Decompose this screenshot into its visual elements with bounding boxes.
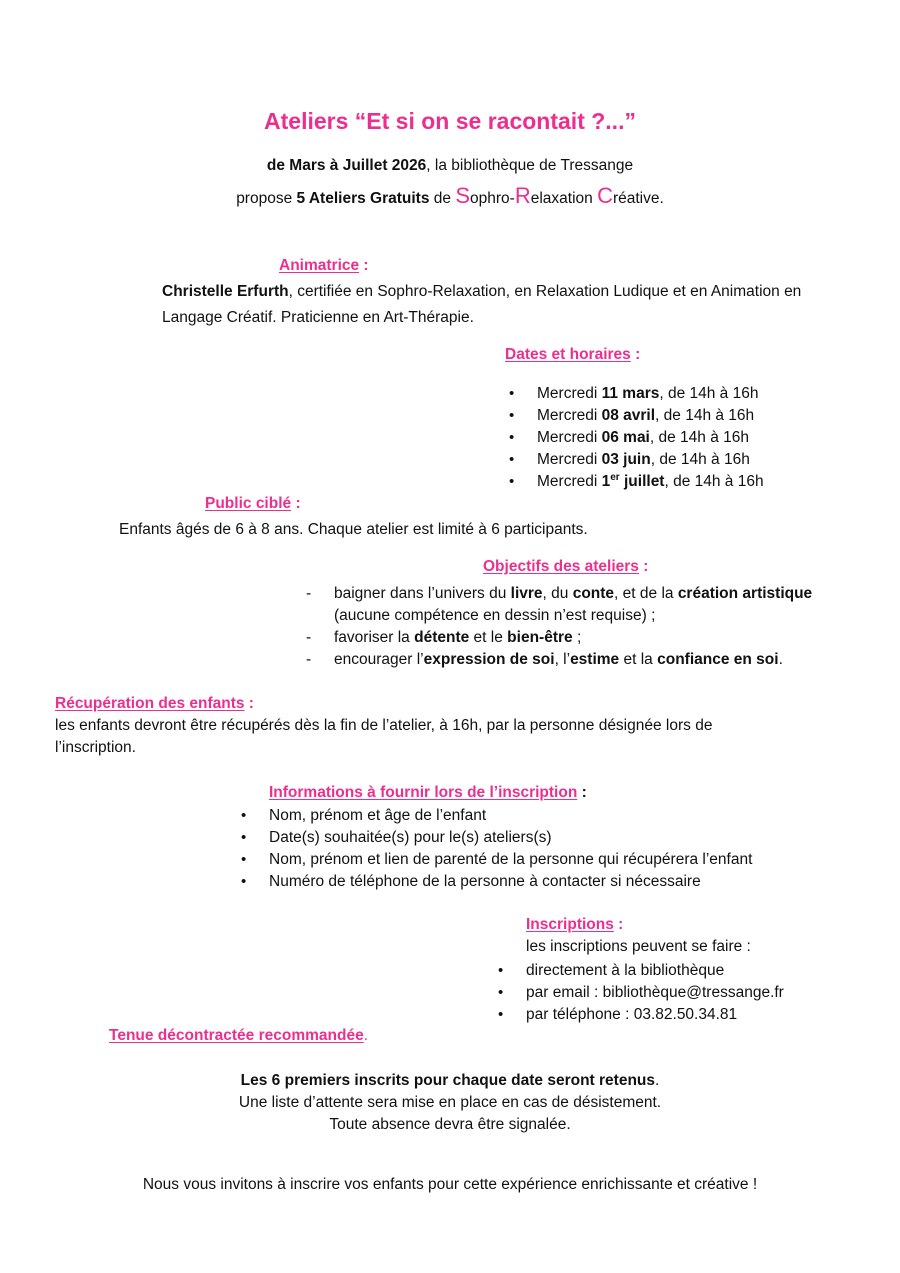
keyword: création artistique: [677, 585, 813, 602]
recuperation-line-1: les enfants devront être récupérés dès la fin de l’atelier, à 16h, par la personne désignée lors de: [55, 717, 713, 734]
animatrice-credentials: , certifiée en Sophro-Relaxation, en Relaxation Ludique et en Animation en: [288, 283, 802, 300]
list-item: [306, 627, 812, 649]
recuperation-heading: [55, 695, 254, 713]
closing-bold: Les 6 premiers inscrits pour chaque date seront retenus: [240, 1072, 656, 1089]
animatrice-heading: [279, 257, 369, 275]
letter-c: C: [597, 183, 613, 208]
tenue-note: [109, 1027, 368, 1045]
recuperation-line-2: l’inscription.: [55, 739, 136, 756]
phone-text: par téléphone : 03.82.50.34.81: [526, 1006, 738, 1023]
time-range: , de 14h à 16h: [655, 407, 755, 424]
animatrice-line-2: Langage Créatif. Praticienne en Art-Thérapie.: [162, 309, 474, 326]
bullet-icon: •: [241, 873, 247, 890]
keyword: expression de soi: [423, 651, 555, 668]
objectifs-label: Objectifs des ateliers: [483, 558, 639, 575]
text: baigner dans l’univers du: [334, 585, 511, 602]
email-text: par email : bibliothèque@tressange.fr: [526, 984, 784, 1001]
tenue-period: .: [363, 1027, 369, 1044]
list-item: [498, 960, 784, 982]
text: , l’: [554, 651, 571, 668]
text: (aucune compétence en dessin n’est requise) ;: [334, 607, 656, 624]
date-value: 03 juin: [601, 451, 651, 468]
informations-colon: :: [577, 784, 587, 801]
list-item: [509, 427, 764, 449]
letter-r: R: [514, 183, 531, 208]
text: Date(s) souhaitée(s) pour le(s) ateliers(s): [269, 829, 552, 846]
text: et la: [619, 651, 658, 668]
period-text: de Mars à Juillet 2026: [266, 157, 427, 174]
text: encourager l’: [334, 651, 424, 668]
tenue-text: Tenue décontractée recommandée: [109, 1027, 364, 1044]
objectifs-colon: :: [638, 558, 649, 575]
bullet-icon: •: [509, 407, 515, 424]
public-text: Enfants âgés de 6 à 8 ans. Chaque atelier est limité à 6 participants.: [119, 521, 588, 538]
dates-label: Dates et horaires: [505, 346, 631, 363]
dash-icon: -: [306, 629, 312, 646]
text: , du: [542, 585, 573, 602]
bullet-icon: •: [241, 807, 247, 824]
date-value: 08 avril: [601, 407, 656, 424]
list-item: [306, 649, 812, 671]
bullet-icon: •: [509, 473, 515, 490]
date-value: 06 mai: [601, 429, 650, 446]
bullet-icon: •: [498, 962, 504, 979]
intro-line-2: [0, 183, 900, 209]
objectifs-heading: [483, 558, 648, 576]
bullet-icon: •: [509, 451, 515, 468]
propose-text: propose: [236, 190, 297, 207]
animatrice-label: Animatrice: [279, 257, 360, 274]
bullet-icon: •: [509, 385, 515, 402]
closing-period: .: [655, 1072, 660, 1089]
sophro-text: ophro-: [470, 190, 515, 207]
bullet-icon: •: [241, 829, 247, 846]
dash-icon: -: [306, 651, 312, 668]
list-item-continuation: [334, 605, 812, 627]
keyword: conte: [572, 585, 615, 602]
text: favoriser la: [334, 629, 415, 646]
informations-heading: [269, 784, 587, 802]
list-item: [509, 471, 764, 493]
inscriptions-list: [498, 960, 784, 1026]
text: ;: [572, 629, 582, 646]
time-range: , de 14h à 16h: [659, 385, 759, 402]
free-workshops-text: 5 Ateliers Gratuits: [296, 190, 430, 207]
keyword: bien-être: [507, 629, 573, 646]
dates-colon: :: [630, 346, 641, 363]
text: , et de la: [614, 585, 678, 602]
intro-line-1: [0, 157, 900, 175]
text: directement à la bibliothèque: [526, 962, 725, 979]
informations-label: Informations à fournir lors de l’inscription: [269, 784, 578, 801]
list-item: [509, 449, 764, 471]
closing-line-2: Une liste d’attente sera mise en place en cas de désistement.: [238, 1094, 662, 1111]
date-value: [602, 473, 665, 490]
ordinal-suffix: er: [610, 471, 620, 483]
weekday: Mercredi: [537, 385, 602, 402]
bullet-icon: •: [498, 984, 504, 1001]
month-name: juillet: [619, 473, 665, 490]
text: Numéro de téléphone de la personne à contacter si nécessaire: [269, 873, 701, 890]
day-number: 1: [601, 473, 611, 490]
animatrice-name: Christelle Erfurth: [162, 283, 289, 300]
public-label: Public ciblé: [205, 495, 292, 512]
objectifs-list: [306, 583, 813, 671]
list-item: [241, 805, 752, 827]
time-range: , de 14h à 16h: [649, 429, 749, 446]
animatrice-line-1: [162, 283, 801, 301]
weekday: Mercredi: [537, 407, 602, 424]
list-item: [241, 849, 753, 871]
list-item: [509, 383, 764, 405]
invitation-text: Nous vous invitons à inscrire vos enfants pour cette expérience enrichissante et créative !: [142, 1176, 758, 1193]
date-value: 11 mars: [601, 385, 660, 402]
weekday: Mercredi: [537, 451, 602, 468]
time-range: , de 14h à 16h: [664, 473, 764, 490]
creative-text: réative.: [612, 190, 664, 207]
recuperation-colon: :: [244, 695, 254, 712]
page-title: Ateliers “Et si on se racontait ?...”: [264, 108, 636, 134]
keyword: estime: [570, 651, 620, 668]
text: Nom, prénom et lien de parenté de la personne qui récupérera l’enfant: [269, 851, 753, 868]
dates-list: [509, 383, 764, 493]
public-colon: :: [291, 495, 301, 512]
list-item: [241, 871, 752, 893]
public-heading: [205, 495, 301, 513]
time-range: , de 14h à 16h: [650, 451, 750, 468]
relaxation-text: elaxation: [530, 190, 598, 207]
keyword: livre: [510, 585, 543, 602]
keyword: confiance en soi: [657, 651, 779, 668]
closing-line-3: Toute absence devra être signalée.: [329, 1116, 571, 1133]
de-text: de: [429, 190, 456, 207]
list-item: [498, 982, 784, 1004]
bullet-icon: •: [241, 851, 247, 868]
library-text: , la bibliothèque de Tressange: [426, 157, 634, 174]
list-item: [509, 405, 764, 427]
recuperation-label: Récupération des enfants: [55, 695, 245, 712]
informations-list: [241, 805, 753, 893]
bullet-icon: •: [498, 1006, 504, 1023]
text: et le: [469, 629, 508, 646]
animatrice-colon: :: [359, 257, 369, 274]
list-item: [498, 1004, 784, 1026]
inscriptions-heading: [526, 916, 623, 934]
inscriptions-intro: les inscriptions peuvent se faire :: [526, 938, 751, 955]
list-item: [241, 827, 752, 849]
inscriptions-label: Inscriptions: [526, 916, 614, 933]
dates-heading: [505, 346, 640, 364]
weekday: Mercredi: [537, 429, 602, 446]
inscriptions-colon: :: [613, 916, 624, 933]
letter-s: S: [455, 183, 471, 208]
dash-icon: -: [306, 585, 312, 602]
weekday: Mercredi: [537, 473, 602, 490]
text: .: [778, 651, 783, 668]
bullet-icon: •: [509, 429, 515, 446]
keyword: détente: [414, 629, 470, 646]
text: Nom, prénom et âge de l’enfant: [269, 807, 487, 824]
closing-line-1: [0, 1072, 900, 1090]
list-item: [306, 583, 813, 605]
